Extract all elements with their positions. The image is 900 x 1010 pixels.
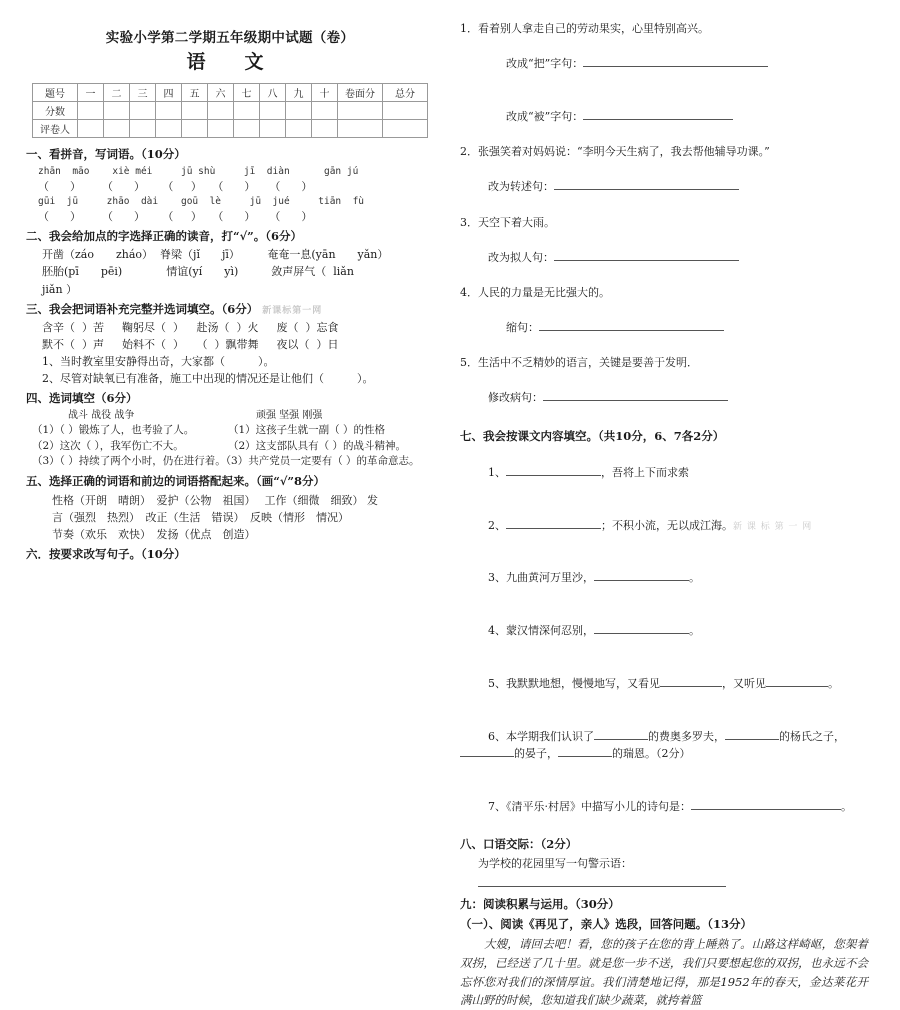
- section-5-line-1[interactable]: 性格（开朗 晴朗） 爱护（公物 祖国） 工作（细微 细致） 发: [52, 493, 378, 507]
- table-row-grader: [33, 120, 428, 138]
- grader-cell[interactable]: [78, 120, 104, 138]
- s7-item-1: [460, 446, 868, 499]
- s7-item-6-part-b: 的费奥多罗夫，: [647, 729, 725, 743]
- s7-item-3-prefix: 3、九曲黄河万里沙，: [487, 571, 594, 585]
- section-1-heading: 一、看拼音，写词语。（10分）: [26, 147, 186, 161]
- s6-question-2-label: 改为转述句：: [487, 180, 554, 194]
- section-2-heading: 二、我会给加点的字选择正确的读音，打“√”。（6分）: [26, 228, 303, 243]
- section-3-idiom-row-1[interactable]: 含辛（ ）苦 鞠躬尽（ ） 赴汤（ ）火 废（ ）忘食: [42, 321, 339, 335]
- score-cell[interactable]: [208, 102, 234, 120]
- s6-question-3: 3．天空下着大雨。: [460, 215, 555, 229]
- s6-question-1a-label: 改成“把”字句：: [505, 57, 584, 71]
- score-col-9: 九: [286, 84, 312, 102]
- s7-item-7-suffix: 。: [840, 800, 852, 814]
- s7-item-6-part-a: 6、本学期我们认识了: [487, 729, 594, 743]
- answer-blank[interactable]: [543, 390, 728, 401]
- answer-blank[interactable]: [558, 746, 612, 757]
- answer-blank[interactable]: [539, 320, 724, 331]
- answer-blank[interactable]: [594, 570, 689, 581]
- score-cell[interactable]: [260, 102, 286, 120]
- score-cell[interactable]: [312, 102, 338, 120]
- s6-question-2-answer: [460, 161, 868, 214]
- section-3-heading-text: 三、我会把词语补充完整并选词填空。（6分）: [26, 301, 259, 316]
- section-4-rows: [26, 423, 434, 470]
- s6-question-4-label: 缩句：: [505, 321, 539, 335]
- grader-cell[interactable]: [260, 120, 286, 138]
- s7-item-5-suffix: 。: [827, 676, 839, 690]
- section-3-question-2[interactable]: 2、尽管对缺氧已有准备，施工中出现的情况还是让他们（ ）。: [42, 372, 374, 386]
- table-row-scores: [33, 102, 428, 120]
- s7-item-5: [460, 657, 868, 710]
- s6-question-1b-label: 改成“被”字句：: [505, 109, 584, 123]
- s7-item-5-prefix: 5、我默默地想，慢慢地写，又看见: [487, 676, 660, 690]
- s7-item-1-suffix: ，吾将上下而求索: [600, 465, 689, 479]
- s6-question-2: 2．张强笑着对妈妈说：“李明今天生病了，我去帮他辅导功课。”: [460, 145, 770, 159]
- section-6-heading: 六．按要求改写句子。（10分）: [26, 546, 186, 561]
- answer-blank[interactable]: [594, 623, 689, 634]
- s6-question-5-label: 修改病句：: [487, 391, 543, 405]
- score-col-8: 八: [260, 84, 286, 102]
- section-4-group-a: 战斗 战役 战争: [68, 409, 135, 421]
- s7-item-6-part-e: 的瑞恩。（2分）: [612, 747, 691, 761]
- answer-blank[interactable]: [460, 746, 514, 757]
- section-8-answer-line[interactable]: [478, 885, 726, 887]
- score-cell[interactable]: [182, 102, 208, 120]
- score-col-5: 五: [182, 84, 208, 102]
- page-columns: [26, 14, 874, 1010]
- watermark-note: 新课标第一网: [262, 305, 323, 316]
- score-cell[interactable]: [383, 102, 428, 120]
- section-7-heading: 七、我会按课文内容填空。（共10分，6、7各2分）: [460, 428, 725, 443]
- grader-cell[interactable]: [208, 120, 234, 138]
- section-5-line-2[interactable]: 言（强烈 热烈） 改正（生活 错误） 反映（情形 情况）: [52, 510, 349, 524]
- grader-cell[interactable]: [286, 120, 312, 138]
- s7-item-7-prefix: 7、《清平乐·村居》中描写小儿的诗句是：: [487, 800, 691, 814]
- s7-item-7: [460, 780, 868, 833]
- watermark-note: 新 课 标 第 一 网: [732, 521, 813, 532]
- grader-cell[interactable]: [156, 120, 182, 138]
- s6-question-3-label: 改为拟人句：: [487, 250, 554, 264]
- section-4-row-2: [26, 439, 434, 455]
- answer-blank[interactable]: [583, 56, 768, 67]
- section-4-row-1: [26, 423, 434, 439]
- answer-blank[interactable]: [594, 728, 648, 739]
- s6-question-5: 5．生活中不乏精妙的语言，关键是要善于发明．: [460, 356, 698, 370]
- score-cell[interactable]: [338, 102, 383, 120]
- page-title: 实验小学第二学期五年级期中试题（卷）: [105, 30, 355, 46]
- score-col-3: 三: [130, 84, 156, 102]
- s7-item-4-prefix: 4、蒙汉情深何忍别，: [487, 624, 594, 638]
- grader-cell[interactable]: [234, 120, 260, 138]
- section-4-group-b: 顽强 坚强 刚强: [256, 409, 323, 421]
- score-table: [32, 83, 428, 138]
- section-1-pinyin-row-2: gūi jū zhāo dài goū lè jū jué tiān fù: [38, 195, 365, 207]
- left-column: [26, 14, 434, 564]
- s6-question-1: 1．看着别人拿走自己的劳动果实，心里特别高兴。: [460, 22, 709, 35]
- section-9-heading: 九：阅读积累与运用。（30分）: [460, 897, 620, 912]
- section-4-body: [26, 409, 434, 470]
- right-column: [460, 14, 868, 1010]
- score-cell[interactable]: [286, 102, 312, 120]
- section-1-answer-row-1[interactable]: （ ） （ ） （ ） （ ） （ ）: [38, 179, 313, 193]
- s7-item-3: [460, 552, 868, 605]
- score-col-7: 七: [234, 84, 260, 102]
- section-4-word-groups: [26, 409, 434, 423]
- section-2-line-1[interactable]: 开凿（záo zháo） 脊梁（jǐ jī） 奄奄一息(yān yǎn）: [42, 248, 389, 262]
- section-5-line-3[interactable]: 节奏（欢乐 欢快） 发扬（优点 创造）: [52, 527, 256, 541]
- section-8-prompt: 为学校的花园里写一句警示语：: [478, 856, 632, 870]
- s7-item-4-suffix: 。: [688, 624, 700, 638]
- score-cell[interactable]: [78, 102, 104, 120]
- score-col-paper: 卷面分: [338, 84, 383, 102]
- score-cell[interactable]: [156, 102, 182, 120]
- section-8-heading: 八、口语交际：（2分）: [460, 837, 578, 852]
- section-4-row-1-left[interactable]: （1）（ ）锻炼了人，也考验了人。: [32, 423, 195, 436]
- section-4-row-3[interactable]: （3）（ ）持续了两个小时，仍在进行着。（3）共产党员一定要有（ ）的革命意志。: [32, 455, 420, 468]
- section-2-line-3[interactable]: jiǎn ）: [42, 282, 78, 296]
- s7-item-6: [460, 710, 868, 780]
- s6-question-4-answer: [460, 302, 868, 355]
- s6-question-4: 4．人民的力量是无比强大的。: [460, 285, 610, 299]
- answer-blank[interactable]: [506, 464, 601, 475]
- s7-item-4: [460, 605, 868, 658]
- reading-passage: 大嫂，请回去吧！看，您的孩子在您的背上睡熟了。山路这样崎岖，您架着双拐，已经送了几十里。就是您一步不送，我们只要想起您的双拐，也永远不会忘怀您对我们的深情厚谊。我们清楚地记得，那是1952年的春天，金达莱花开满山野的时候，您知道我们缺少蔬菜，就挎着篮: [460, 937, 868, 1008]
- s7-item-3-suffix: 。: [688, 571, 700, 585]
- score-col-1: 一: [78, 84, 104, 102]
- answer-blank[interactable]: [554, 249, 739, 260]
- answer-blank[interactable]: [506, 517, 601, 528]
- answer-blank[interactable]: [554, 179, 739, 190]
- subject-title: 语 文: [186, 51, 274, 73]
- answer-blank[interactable]: [766, 675, 828, 686]
- answer-blank[interactable]: [725, 728, 779, 739]
- score-col-total: 总分: [383, 84, 428, 102]
- section-3-idiom-row-2[interactable]: 默不（ ）声 始料不（ ） （ ）飘带舞 夜以（ ）日: [42, 338, 339, 352]
- grader-cell[interactable]: [104, 120, 130, 138]
- section-4-row-1-right[interactable]: （1）这孩子生就一副（ ）的性格: [228, 423, 386, 436]
- s6-question-3-answer: [460, 231, 868, 284]
- answer-blank[interactable]: [583, 109, 733, 120]
- score-cell[interactable]: [130, 102, 156, 120]
- score-col-4: 四: [156, 84, 182, 102]
- answer-blank[interactable]: [660, 675, 722, 686]
- section-1-pinyin-row-1: zhān māo xiè méi jū shù jī diàn gān jú: [38, 165, 359, 177]
- section-1-answer-row-2[interactable]: （ ） （ ） （ ） （ ） （ ）: [38, 209, 313, 223]
- score-row-label: 分数: [33, 102, 78, 120]
- s7-item-6-part-c: 的杨氏之子，: [778, 729, 845, 743]
- grader-cell[interactable]: [312, 120, 338, 138]
- s7-item-6-part-d: 的晏子，: [514, 747, 558, 761]
- section-2-line-2[interactable]: 胚胎(pī pēi) 情谊(yí yì) 敛声屏气（ liǎn: [42, 265, 354, 279]
- s6-question-1b: [460, 90, 868, 143]
- score-col-2: 二: [104, 84, 130, 102]
- score-cell[interactable]: [104, 102, 130, 120]
- s7-item-2: [460, 499, 868, 552]
- grader-cell[interactable]: [383, 120, 428, 138]
- grader-cell[interactable]: [338, 120, 383, 138]
- s7-item-5-middle: ，又听见: [721, 676, 766, 690]
- s6-question-5-answer: [460, 372, 868, 425]
- score-col-6: 六: [208, 84, 234, 102]
- grader-cell[interactable]: [130, 120, 156, 138]
- s7-item-2-prefix: 2、: [487, 518, 506, 532]
- section-5-heading: 五、选择正确的词语和前边的词语搭配起来。（画“√”8分）: [26, 474, 326, 489]
- s7-item-2-suffix: ；不积小流，无以成江海。: [600, 518, 733, 532]
- s7-item-1-prefix: 1、: [487, 465, 506, 479]
- section-4-row-2-left[interactable]: （2）这次（ ），我军伤亡不大。: [32, 439, 184, 452]
- section-9-subheading: （一）、阅读《再见了，亲人》选段，回答问题。（13分）: [460, 916, 753, 931]
- section-4-heading: 四、选词填空（6分）: [26, 391, 138, 406]
- grader-cell[interactable]: [182, 120, 208, 138]
- s6-question-1a: [460, 38, 868, 91]
- section-3-heading: [26, 302, 434, 318]
- score-col-10: 十: [312, 84, 338, 102]
- section-3-question-1[interactable]: 1、当时教室里安静得出奇，大家都（ ）。: [42, 355, 275, 369]
- score-row-label: 评卷人: [33, 120, 78, 138]
- score-cell[interactable]: [234, 102, 260, 120]
- score-row-label: 题号: [33, 84, 78, 102]
- answer-blank[interactable]: [691, 799, 841, 810]
- section-4-row-2-right[interactable]: （2）这支部队具有（ ）的战斗精神。: [228, 439, 407, 452]
- table-row-header: [33, 84, 428, 102]
